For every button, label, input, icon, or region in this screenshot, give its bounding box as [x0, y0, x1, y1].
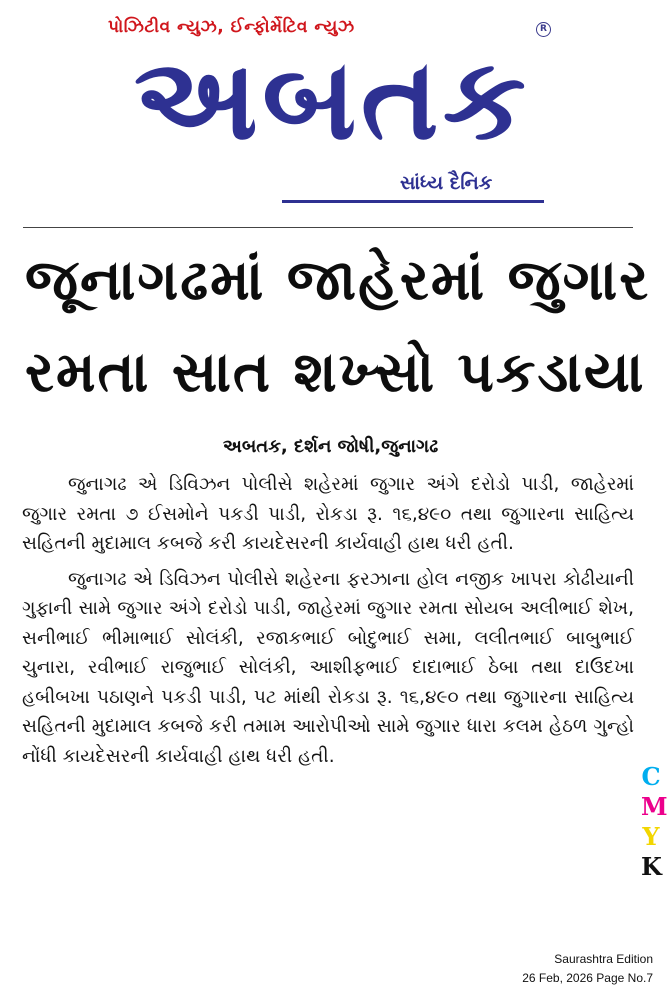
cmyk-marks: [641, 762, 668, 882]
cmyk-y: Y: [642, 822, 660, 851]
page-footer: [522, 950, 653, 988]
newspaper-logo: અબતક: [133, 35, 531, 165]
cmyk-k: K: [641, 852, 662, 881]
masthead: [0, 0, 661, 215]
registered-mark-icon: R: [536, 22, 551, 37]
cmyk-m: M: [641, 792, 668, 821]
tagline: પોઝિટીવ ન્યુઝ, ઈન્ફોર્મેટિવ ન્યુઝ: [108, 17, 355, 37]
date-page: 26 Feb, 2026 Page No.7: [522, 971, 653, 985]
article-body: [22, 470, 634, 777]
header-divider: [23, 227, 633, 228]
paragraph-2: જુનાગઢ એ ડિવિઝન પોલીસે શહેરના ફરઝાના હોલ નજીક ખાપરા કોઢીયાની ગુફાની સામે જુગાર અંગે દરોડો પાડી, જાહેરમાં જુગાર રમતા સોયબ અલીભાઈ શેખ, સનીભાઈ ભીમાભાઈ સોલંકી, રજાકભાઈ બોદુભાઈ સમા, લલીતભાઈ બાબુભાઈ ચુનારા, રવીભાઈ રાજુભાઈ સોલંકી, આશીફભાઈ દાદાભાઈ ઠેબા તથા દાઉદખા હબીબખા પઠાણને પકડી પાડી, પટ માંથી રોકડા રૂ. ૧૬,૪૯૦ તથા જુગારના સાહિત્ય સહિતની મુદામાલ કબજે કરી તમામ આરોપીઓ સામે જુગાર ધારા કલમ હેઠળ ગુન્હો નોંધી કાયદેસરની કાર્યવાહી હાથ ધરી હતી.: [22, 568, 634, 767]
cmyk-c: C: [641, 762, 661, 791]
byline: અબતક, દર્શન જોષી,જુનાગઢ: [222, 436, 439, 457]
headline: [25, 235, 651, 419]
paragraph-1: જુનાગઢ એ ડિવિઝન પોલીસે શહેરમાં જુગાર અંગે દરોડો પાડી, જાહેરમાં જુગાર રમતા ૭ ઈસમોને પકડી પાડી, રોકડા રૂ. ૧૬,૪૯૦ તથા જુગારના સાહિત્ય સહિતની મુદામાલ કબજે કરી કાયદેસરની કાર્યવાહી હાથ ધરી હતી.: [22, 474, 634, 554]
headline-line-1: જૂનાગઢમાં જાહેરમાં જુગાર: [25, 248, 651, 313]
logo-underline: [282, 200, 544, 203]
headline-line-2: રમતા સાત શખ્સો પકડાયા: [25, 340, 646, 405]
edition-name: Saurashtra Edition: [554, 952, 653, 966]
edition-type: સાંધ્ય દૈનિક: [400, 172, 493, 194]
